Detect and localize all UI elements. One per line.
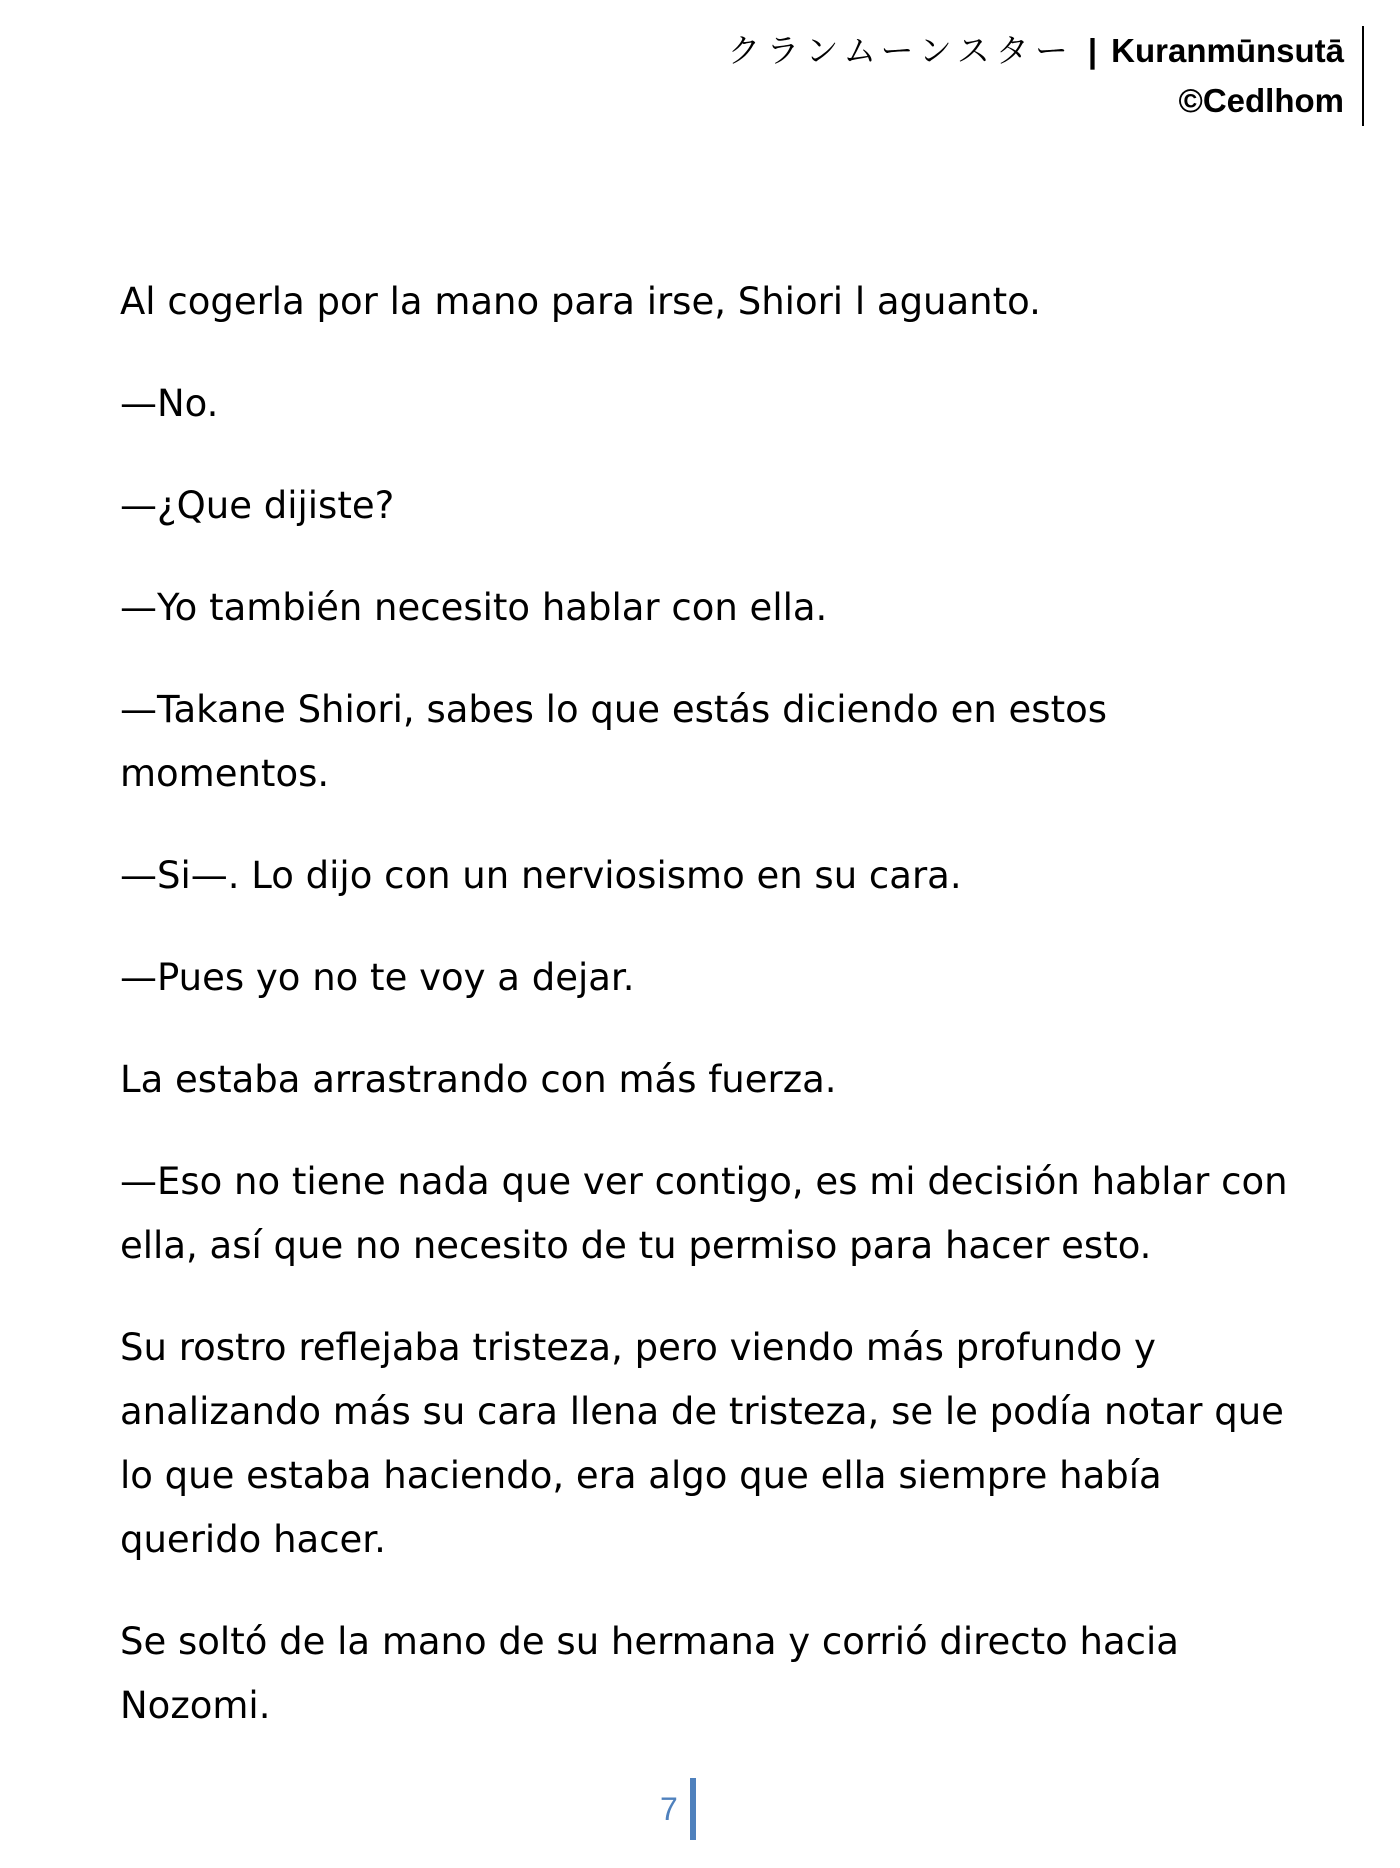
- page-header: [728, 26, 1364, 126]
- paragraph: —Eso no tiene nada que ver contigo, es mi decisión hablar con ella, así que no necesito de tu permiso para hacer esto.: [120, 1160, 1288, 1267]
- paragraph: —Pues yo no te voy a dejar.: [120, 956, 635, 999]
- paragraph: —No.: [120, 382, 219, 425]
- paragraph: Al cogerla por la mano para irse, Shiori l aguanto.: [120, 280, 1041, 323]
- page-number-bar: [690, 1778, 696, 1840]
- header-title-line: [728, 26, 1344, 76]
- header-separator: |: [1087, 32, 1098, 69]
- paragraph: —¿Que dijiste?: [120, 484, 395, 527]
- header-romaji-title: Kuranmūnsutā: [1111, 32, 1344, 69]
- paragraph: —Takane Shiori, sabes lo que estás diciendo en estos momentos.: [120, 688, 1108, 795]
- paragraph: —Si—. Lo dijo con un nerviosismo en su cara.: [120, 854, 962, 897]
- paragraph: La estaba arrastrando con más fuerza.: [120, 1058, 837, 1101]
- paragraph: Se soltó de la mano de su hermana y corrió directo hacia Nozomi.: [120, 1620, 1179, 1727]
- document-body: [120, 270, 1300, 1776]
- page-footer: [660, 1778, 696, 1840]
- paragraph: —Yo también necesito hablar con ella.: [120, 586, 828, 629]
- paragraph: Su rostro reflejaba tristeza, pero viendo más profundo y analizando más su cara llena de tristeza, se le podía notar que lo que estaba haciendo, era algo que ella siempre había querido hacer.: [120, 1326, 1284, 1561]
- page-number: 7: [660, 1790, 678, 1827]
- header-copyright: ©Cedlhom: [1178, 82, 1344, 119]
- header-japanese-title: クランムーンスター: [727, 31, 1074, 70]
